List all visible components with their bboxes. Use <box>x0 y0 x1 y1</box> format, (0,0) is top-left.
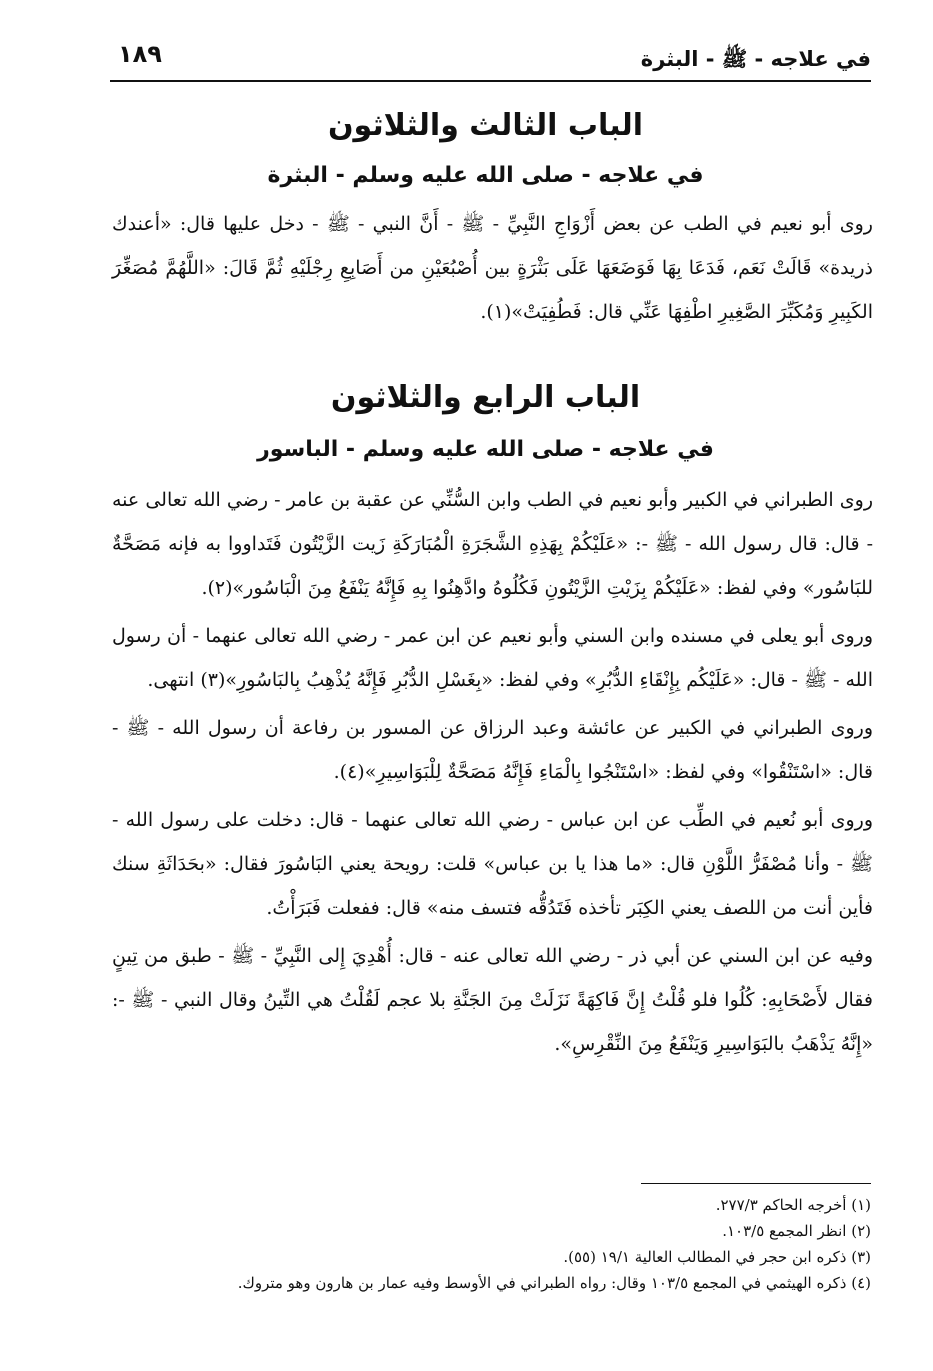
chapter-33-subtitle: في علاجه - صلى الله عليه وسلم - البثرة <box>267 163 704 188</box>
chapter-34-paragraph-3: وروى الطبراني في الكبير عن عائشة وعبد الرزاق عن المسور بن رفاعة أن رسول الله - ﷺ - قال: «اسْتَنْقُوا» وفي لفظ: «اسْتَنْجُوا بِالْمَاءِ فَإِنَّهُ مَصَحَّةٌ لِلْبَوَاسِيرِ»(٤). <box>112 717 873 783</box>
running-header <box>110 40 871 82</box>
chapter-34-title: الباب الرابع والثلاثون <box>330 380 641 415</box>
chapter-33-paragraph: روى أبو نعيم في الطب عن بعض أَزْوَاجِ النَّبِيِّ - ﷺ - أَنَّ النبي - ﷺ - دخل عليها قال: «أعندك ذريدة» قَالَتْ نَعَم، فَدَعَا بِهَا فَوَضَعَهَا عَلَى بَثْرَةٍ بين أُصْبُعَيْنِ من أَصَابِعِ رِجْلَيْهِ ثُمَّ قَالَ: «اللَّهُمَّ مُصَغِّرَ الكَبِيرِ وَمُكَبِّرَ الصَّغِيرِ اطْفِهَا عَنِّي قال: فَطُفِيَتْ»(١). <box>112 213 873 323</box>
footnote-3: (٣) ذكره ابن حجر في المطالب العالية ١٩/١ (٥٥). <box>563 1248 871 1266</box>
chapter-34-body <box>112 478 873 1066</box>
chapter-33-title: الباب الثالث والثلاثون <box>327 108 644 143</box>
chapter-34-subheading <box>100 437 871 463</box>
chapter-34-paragraph-1: روى الطبراني في الكبير وأبو نعيم في الطب وابن السُّنِّي عن عقبة بن عامر - رضي الله تعالى عنه - قال: قال رسول الله - ﷺ -: «عَلَيْكُمْ بِهَذِهِ الشَّجَرَةِ الْمُبَارَكَةِ زَيت الزَّيْتُون فَتَداووا به فإنه مَصَحَّةٌ للبَاسُور» وفي لفظ: «عَلَيْكُمْ بِزَيْتِ الزَّيْتُونِ فَكُلُوهُ وادَّهِنُوا بِهِ فَإِنَّهُ يَنْفَعُ مِنَ الْبَاسُور»(٢). <box>112 489 873 599</box>
chapter-34-subtitle: في علاجه - صلى الله عليه وسلم - الباسور <box>257 437 714 462</box>
chapter-33-body <box>112 202 873 334</box>
footnote-4: (٤) ذكره الهيثمي في المجمع ١٠٣/٥ وقال: رواه الطبراني في الأوسط وفيه عمار بن هارون وهو متروك. <box>237 1274 871 1292</box>
page-number: ١٨٩ <box>118 40 162 68</box>
chapter-33-subheading <box>100 163 871 189</box>
chapter-34-paragraph-5: وفيه عن ابن السني عن أبي ذر - رضي الله تعالى عنه - قال: أُهْدِيَ إِلى النَّبِيِّ - ﷺ - طبق من تِينٍ فقال لأَصْحَابِهِ: كُلُوا فلو قُلْتُ إِنَّ فَاكِهَةً نَزَلَتْ مِنَ الجَنَّةِ بلا عجم لَقُلْتُ هي التِّينُ وقال النبي - ﷺ -: «إِنَّهُ يَذْهَبُ بالبَوَاسِيرِ وَيَنْفَعُ مِنَ النِّقْرِسِ». <box>112 945 873 1055</box>
chapter-34-paragraph-4: وروى أبو نُعيم في الطِّب عن ابن عباس - رضي الله تعالى عنهما - قال: دخلت على رسول الله - ﷺ - وأنا مُصْفَرُّ اللَّوْنِ قال: «ما هذا يا بن عباس» قلت: رويحة يعني البَاسُورَ فقال: «بحَدَاثَةِ سنك فأين أنت من اللصف يعني الكِبَر تأخذه فَتَدُقُّه فتسف منه» قال: ففعلت فَبَرَأْتُ. <box>112 809 873 919</box>
chapter-33-heading <box>100 108 871 144</box>
chapter-34-paragraph-2: وروى أبو يعلى في مسنده وابن السني وأبو نعيم عن ابن عمر - رضي الله تعالى عنهما - أن رسول الله - ﷺ - قال: «عَلَيْكُم بِإِنْقَاءِ الدُّبُرِ» وفي لفظ: «بِغَسْلِ الدُّبُرِ فَإِنَّهُ يُذْهِبُ بِالبَاسُورِ»(٣) انتهى. <box>112 625 873 691</box>
chapter-34-heading <box>100 380 871 416</box>
running-header-title: في علاجه - ﷺ - البثرة <box>640 47 871 71</box>
footnote-divider <box>641 1183 871 1184</box>
footnote-1: (١) أخرجه الحاكم ٢٧٧/٣. <box>715 1196 871 1214</box>
footnotes <box>112 1192 871 1296</box>
footnote-2: (٢) انظر المجمع ١٠٣/٥. <box>722 1222 871 1240</box>
